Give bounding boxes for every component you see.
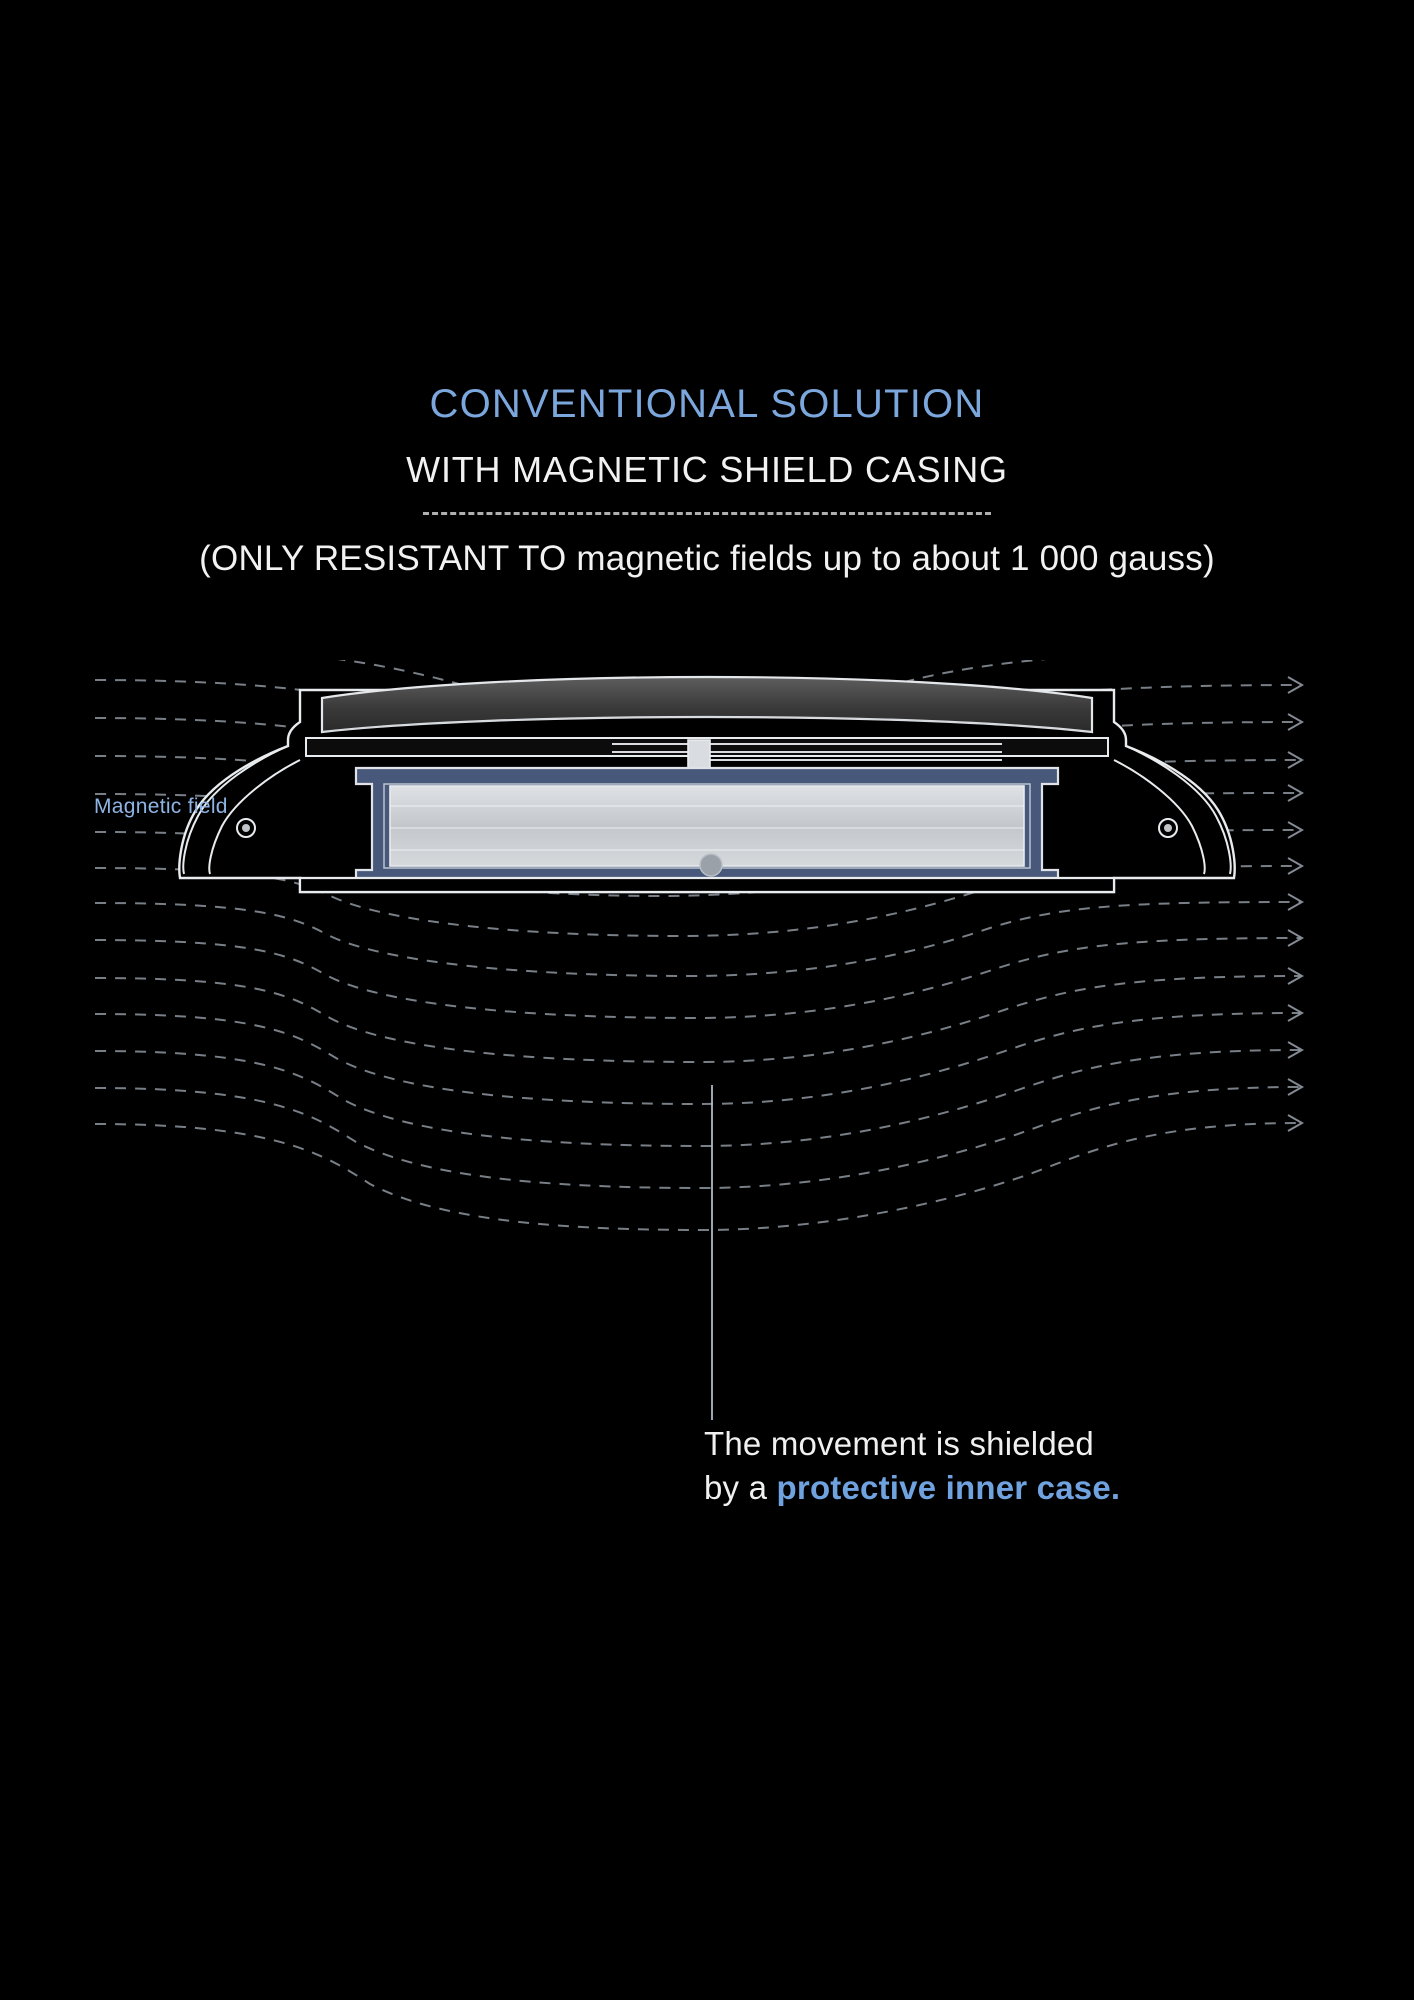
case-back (300, 878, 1114, 892)
callout-leader-line (711, 1085, 713, 1420)
dashed-divider (423, 512, 991, 517)
caption-line-2-highlight: protective inner case. (776, 1468, 1121, 1506)
caption-line-2-prefix: by a (704, 1468, 777, 1506)
watch-cross-section-diagram (0, 660, 1414, 1460)
callout-caption (704, 1422, 1324, 1509)
magnetic-field-label: Magnetic field (94, 795, 228, 818)
page-subtitle: WITH MAGNETIC SHIELD CASING (406, 449, 1008, 490)
field-direction-arrows (1288, 660, 1302, 1131)
watch-case (179, 677, 1234, 892)
resistance-note: (ONLY RESISTANT TO magnetic fields up to about 1 000 gauss) (199, 538, 1215, 578)
heading-block (0, 382, 1414, 579)
caption-line-1: The movement is shielded (704, 1425, 1094, 1462)
callout-anchor-dot (700, 854, 722, 876)
page-title: CONVENTIONAL SOLUTION (429, 382, 985, 426)
